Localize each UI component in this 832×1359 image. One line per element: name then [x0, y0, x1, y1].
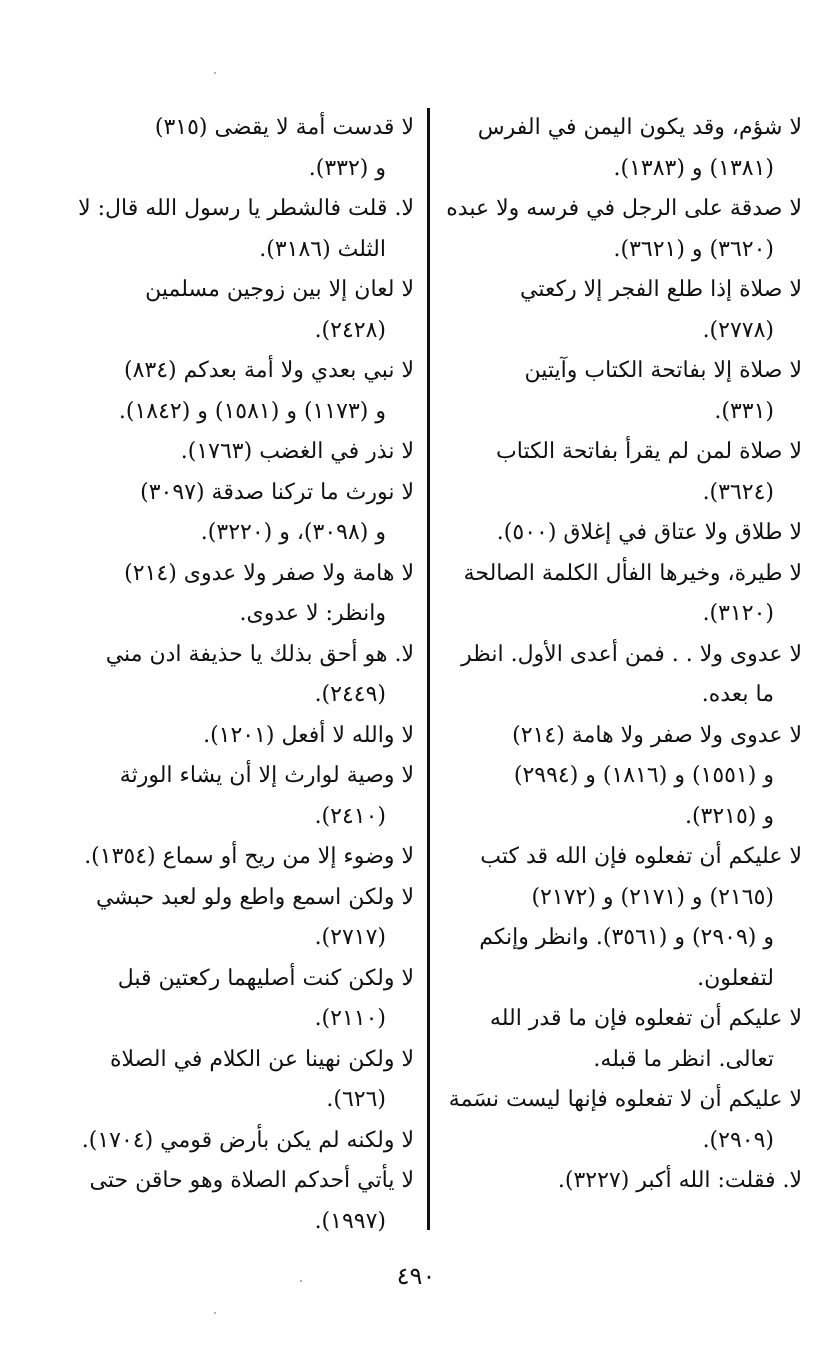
entry-text: لا صلاة لمن لم يقرأ بفاتحة الكتاب — [496, 439, 802, 464]
index-entry — [62, 108, 414, 189]
index-entry — [62, 1161, 414, 1242]
index-entry — [62, 554, 414, 635]
entry-text: لا قدست أمة لا يقضى (٣١٥) — [154, 115, 414, 140]
index-entry — [62, 878, 414, 959]
entry-continuation: الثلث (٣١٨٦). — [259, 236, 386, 262]
entry-continuation: (٢٧٧٨). — [702, 317, 774, 343]
index-entry — [62, 473, 414, 554]
index-entry — [62, 189, 414, 270]
scan-speck — [214, 1312, 216, 1314]
entry-continuation: (٣٦٢٠) و (٣٦٢١). — [613, 236, 774, 262]
index-entry — [440, 837, 802, 999]
entry-continuation: (٦٢٦). — [326, 1087, 386, 1112]
index-entry — [62, 959, 414, 1040]
entry-text: لا عدوى ولا صفر ولا هامة (٢١٤) — [512, 722, 802, 748]
entry-text: لا. فقلت: الله أكبر (٣٢٢٧). — [557, 1168, 802, 1193]
entry-text: لا وصية لوارث إلا أن يشاء الورثة — [119, 763, 414, 788]
entry-continuation: (٣٦٢٤). — [702, 479, 774, 505]
entry-continuation: (٢٩٠٩). — [702, 1127, 774, 1153]
entry-text: لا صدقة على الرجل في فرسه ولا عبده — [446, 196, 802, 221]
entry-continuation: (٢١٦٥) و (٢١٧١) و (٢١٧٢) — [531, 884, 774, 910]
left-column — [62, 108, 414, 1242]
index-entry — [62, 432, 414, 473]
entry-text: لا. قلت فالشطر يا رسول الله قال: لا — [78, 196, 414, 221]
entry-text: لا صلاة إذا طلع الفجر إلا ركعتي — [520, 277, 802, 302]
index-entry — [62, 351, 414, 432]
entry-text: لا ولكن اسمع واطع ولو لعبد حبشي — [95, 884, 414, 910]
entry-continuation: و (١١٧٣) و (١٥٨١) و (١٨٤٢). — [118, 398, 386, 424]
entry-continuation: (٢١١٠). — [314, 1006, 386, 1031]
entry-continuation: و (١٥٥١) و (١٨١٦) و (٢٩٩٤) — [513, 763, 774, 788]
entry-continuation: (٢٤٤٩). — [314, 682, 386, 707]
entry-text: لا ولكنه لم يكن بأرض قومي (١٧٠٤). — [81, 1127, 414, 1153]
index-entry — [62, 1121, 414, 1162]
entry-text: لا صلاة إلا بفاتحة الكتاب وآيتين — [524, 358, 802, 383]
entry-text: لا يأتي أحدكم الصلاة وهو حاقن حتى — [89, 1168, 414, 1193]
page-number: ٤٩٠ — [396, 1262, 436, 1290]
index-entry — [440, 432, 802, 513]
entry-text: لا لعان إلا بين زوجين مسلمين — [145, 277, 414, 302]
index-entry — [62, 837, 414, 878]
entry-continuation: (٢٤٢٨). — [314, 317, 386, 343]
entry-continuation: (٢٤١٠). — [314, 803, 386, 829]
index-entry — [440, 513, 802, 554]
index-entry — [440, 635, 802, 716]
entry-continuation: ما بعده. — [701, 682, 774, 707]
index-entry — [440, 716, 802, 838]
entry-continuation: و (٣٣٢). — [308, 155, 386, 181]
index-entry — [440, 1080, 802, 1161]
scan-speck — [214, 72, 216, 74]
index-entry — [440, 270, 802, 351]
entry-continuation: (١٩٩٧). — [314, 1208, 386, 1234]
index-entry — [62, 1040, 414, 1121]
right-column — [440, 108, 802, 1202]
entry-text: لا طلاق ولا عتاق في إغلاق (٥٠٠). — [496, 520, 802, 545]
entry-continuation: (١٣٨١) و (١٣٨٣). — [613, 155, 774, 181]
entry-text: لا ولكن نهينا عن الكلام في الصلاة — [110, 1046, 414, 1072]
entry-text: لا شؤم، وقد يكون اليمن في الفرس — [477, 115, 802, 140]
index-entry — [62, 756, 414, 837]
index-entry — [440, 351, 802, 432]
entry-continuation: تعالى. انظر ما قبله. — [593, 1046, 774, 1072]
scan-speck — [300, 1280, 302, 1282]
column-divider — [427, 108, 430, 1230]
entry-text: لا وضوء إلا من ريح أو سماع (١٣٥٤). — [84, 844, 414, 869]
entry-text: لا. هو أحق بذلك يا حذيفة ادن مني — [105, 641, 414, 667]
index-entry — [440, 999, 802, 1080]
entry-text: لا نذر في الغضب (١٧٦٣). — [180, 439, 414, 464]
entry-text: لا عليكم أن تفعلوه فإن الله قد كتب — [480, 844, 802, 869]
entry-continuation: و (٢٩٠٩) و (٣٥٦١). وانظر وإنكم — [479, 925, 774, 950]
index-entry — [62, 270, 414, 351]
entry-text: لا هامة ولا صفر ولا عدوى (٢١٤) — [124, 560, 414, 586]
index-entry — [440, 554, 802, 635]
entry-text: لا نبي بعدي ولا أمة بعدكم (٨٣٤) — [124, 358, 414, 383]
entry-text: لا طيرة، وخيرها الفأل الكلمة الصالحة — [463, 560, 802, 586]
entry-text: لا عدوى ولا . . فمن أعدى الأول. انظر — [461, 641, 802, 667]
index-entry — [440, 1161, 802, 1202]
index-entry — [62, 716, 414, 757]
entry-continuation: (٢٧١٧). — [314, 925, 386, 950]
entry-continuation: و (٣٠٩٨)، و (٣٢٢٠). — [200, 520, 386, 545]
entry-continuation: و (٣٢١٥). — [684, 803, 774, 829]
entry-continuation: (٣١٢٠). — [702, 601, 774, 626]
index-entry — [440, 189, 802, 270]
entry-continuation: (٣٣١). — [714, 398, 774, 424]
entry-text: لا والله لا أفعل (١٢٠١). — [203, 722, 414, 748]
entry-text: لا ولكن كنت أصليهما ركعتين قبل — [117, 965, 414, 991]
entry-text: لا عليكم أن تفعلوه فإن ما قدر الله — [489, 1006, 802, 1031]
entry-continuation: وانظر: لا عدوى. — [239, 601, 386, 626]
index-entry — [62, 635, 414, 716]
index-entry — [440, 108, 802, 189]
entry-continuation: لتفعلون. — [697, 965, 774, 991]
entry-text: لا عليكم أن لا تفعلوه فإنها ليست نسَمة — [448, 1087, 802, 1112]
entry-text: لا نورث ما تركنا صدقة (٣٠٩٧) — [140, 479, 414, 505]
